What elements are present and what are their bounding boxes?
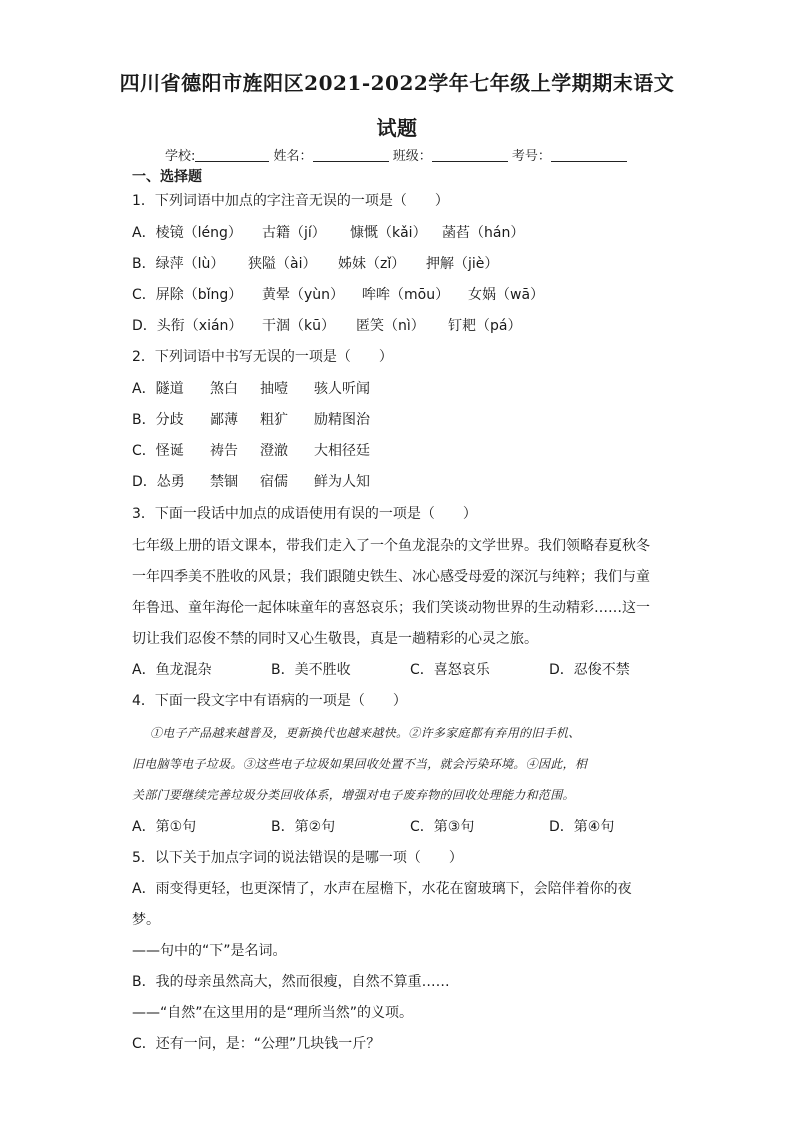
- option-word: B．分歧: [132, 412, 184, 428]
- name-label: 姓名：: [273, 149, 313, 164]
- question-4-passage-line: 旧电脑等电子垃圾。③这些电子垃圾如果回收处置不当，就会污染环境。④因此，相: [132, 757, 588, 771]
- option-word: D．怂勇: [132, 474, 185, 490]
- option-word: 澄澈: [260, 443, 288, 459]
- option-word: 煞白: [210, 381, 238, 397]
- option-word: 匿笑（nì）: [356, 318, 425, 334]
- option-word: 慷慨（kǎi）: [350, 225, 427, 241]
- option-word: B．绿萍（lù）: [132, 256, 225, 272]
- school-label: 学校:: [165, 149, 196, 164]
- option-word: C．怪诞: [132, 443, 184, 459]
- question-1-option-a: [132, 224, 524, 242]
- class-blank[interactable]: [432, 147, 508, 162]
- option-d: D．第④句: [549, 819, 615, 835]
- option-word: C．屏除（bǐng）: [132, 287, 243, 303]
- exam-title-line2: 试题: [376, 116, 418, 140]
- option-word: 狭隘（ài）: [248, 256, 317, 272]
- option-word: 哞哞（mōu）: [362, 287, 450, 303]
- option-word: A．棱镜（léng）: [132, 225, 242, 241]
- option-word: 骇人听闻: [314, 381, 370, 397]
- question-3-stem: 3．下面一段话中加点的成语使用有误的一项是（ ）: [132, 506, 477, 522]
- option-word: 励精图治: [314, 412, 370, 428]
- name-blank[interactable]: [313, 147, 389, 162]
- option-word: 祷告: [210, 443, 238, 459]
- question-5-line: C．还有一问，是：“公理”几块钱一斤？: [132, 1036, 381, 1052]
- option-word: 干涸（kū）: [262, 318, 335, 334]
- question-2-stem: 2．下列词语中书写无误的一项是（ ）: [132, 349, 393, 365]
- option-word: 姊妹（zǐ）: [338, 256, 406, 272]
- class-label: 班级：: [392, 149, 432, 164]
- option-word: 押解（jiè）: [426, 256, 499, 272]
- question-1-option-b: [132, 255, 498, 273]
- question-4-passage-line: 关部门要继续完善垃圾分类回收体系，增强对电子废弃物的回收处理能力和范围。: [132, 788, 575, 802]
- option-b: B．第②句: [271, 819, 336, 835]
- option-a: A．鱼龙混杂: [132, 662, 212, 678]
- option-word: 禁锢: [210, 474, 238, 490]
- question-2-option-b: [132, 411, 370, 429]
- question-1-option-d: [132, 317, 521, 335]
- option-word: 宿儒: [260, 474, 288, 490]
- option-word: 粗犷: [260, 412, 288, 428]
- option-word: 大相径廷: [314, 443, 370, 459]
- option-word: 鄙薄: [210, 412, 238, 428]
- option-a: A．第①句: [132, 819, 197, 835]
- student-info-fields: [165, 145, 627, 164]
- option-word: 古籍（jí）: [262, 225, 326, 241]
- question-2-option-d: [132, 473, 370, 491]
- question-5-line: B．我的母亲虽然高大，然而很瘦，自然不算重……: [132, 974, 450, 990]
- question-5-line: ——句中的“下”是名词。: [132, 943, 287, 959]
- number-blank[interactable]: [551, 147, 627, 162]
- option-word: D．头衔（xián）: [132, 318, 243, 334]
- question-4-passage-line: ①电子产品越来越普及，更新换代也越来越快。②许多家庭都有弃用的旧手机、: [150, 726, 581, 740]
- question-5-stem: 5．以下关于加点字词的说法错误的是哪一项（ ）: [132, 850, 463, 866]
- school-blank[interactable]: [195, 147, 269, 162]
- option-word: 鲜为人知: [314, 474, 370, 490]
- question-5-line: ——“自然”在这里用的是“理所当然”的义项。: [132, 1005, 414, 1021]
- question-3-passage-line: 七年级上册的语文课本，带我们走入了一个鱼龙混杂的文学世界。我们领略春夏秋冬: [132, 538, 650, 554]
- option-word: A．隧道: [132, 381, 184, 397]
- question-4-options: [132, 818, 614, 836]
- option-word: 菡萏（hán）: [442, 225, 525, 241]
- question-3-passage-line: 切让我们忍俊不禁的同时又心生敬畏，真是一趟精彩的心灵之旅。: [132, 631, 538, 647]
- question-3-passage-line: 年鲁迅、童年海伦一起体味童年的喜怒哀乐；我们笑谈动物世界的生动精彩……这一: [132, 600, 650, 616]
- option-d: D．忍俊不禁: [549, 662, 630, 678]
- section-heading: 一、选择题: [132, 169, 202, 185]
- exam-title-line1: 四川省德阳市旌阳区2021-2022学年七年级上学期期末语文: [119, 71, 675, 95]
- question-5-line: 梦。: [132, 912, 160, 928]
- option-b: B．美不胜收: [271, 662, 351, 678]
- question-1-option-c: [132, 286, 544, 304]
- question-1-stem: 1．下列词语中加点的字注音无误的一项是（ ）: [132, 193, 449, 209]
- option-c: C．喜怒哀乐: [410, 662, 490, 678]
- option-c: C．第③句: [410, 819, 475, 835]
- question-3-passage-line: 一年四季美不胜收的风景；我们跟随史铁生、冰心感受母爱的深沉与纯粹；我们与童: [132, 569, 650, 585]
- option-word: 抽噎: [260, 381, 288, 397]
- option-word: 钉耙（pá）: [448, 318, 522, 334]
- question-2-option-a: [132, 380, 370, 398]
- option-word: 黄晕（yùn）: [262, 287, 345, 303]
- option-word: 女娲（wā）: [468, 287, 545, 303]
- question-4-stem: 4．下面一段文字中有语病的一项是（ ）: [132, 693, 407, 709]
- question-5-line: A．雨变得更轻，也更深情了，水声在屋檐下，水花在窗玻璃下，会陪伴着你的夜: [132, 881, 632, 897]
- number-label: 考号：: [511, 149, 551, 164]
- question-3-options: [132, 661, 630, 679]
- question-2-option-c: [132, 442, 370, 460]
